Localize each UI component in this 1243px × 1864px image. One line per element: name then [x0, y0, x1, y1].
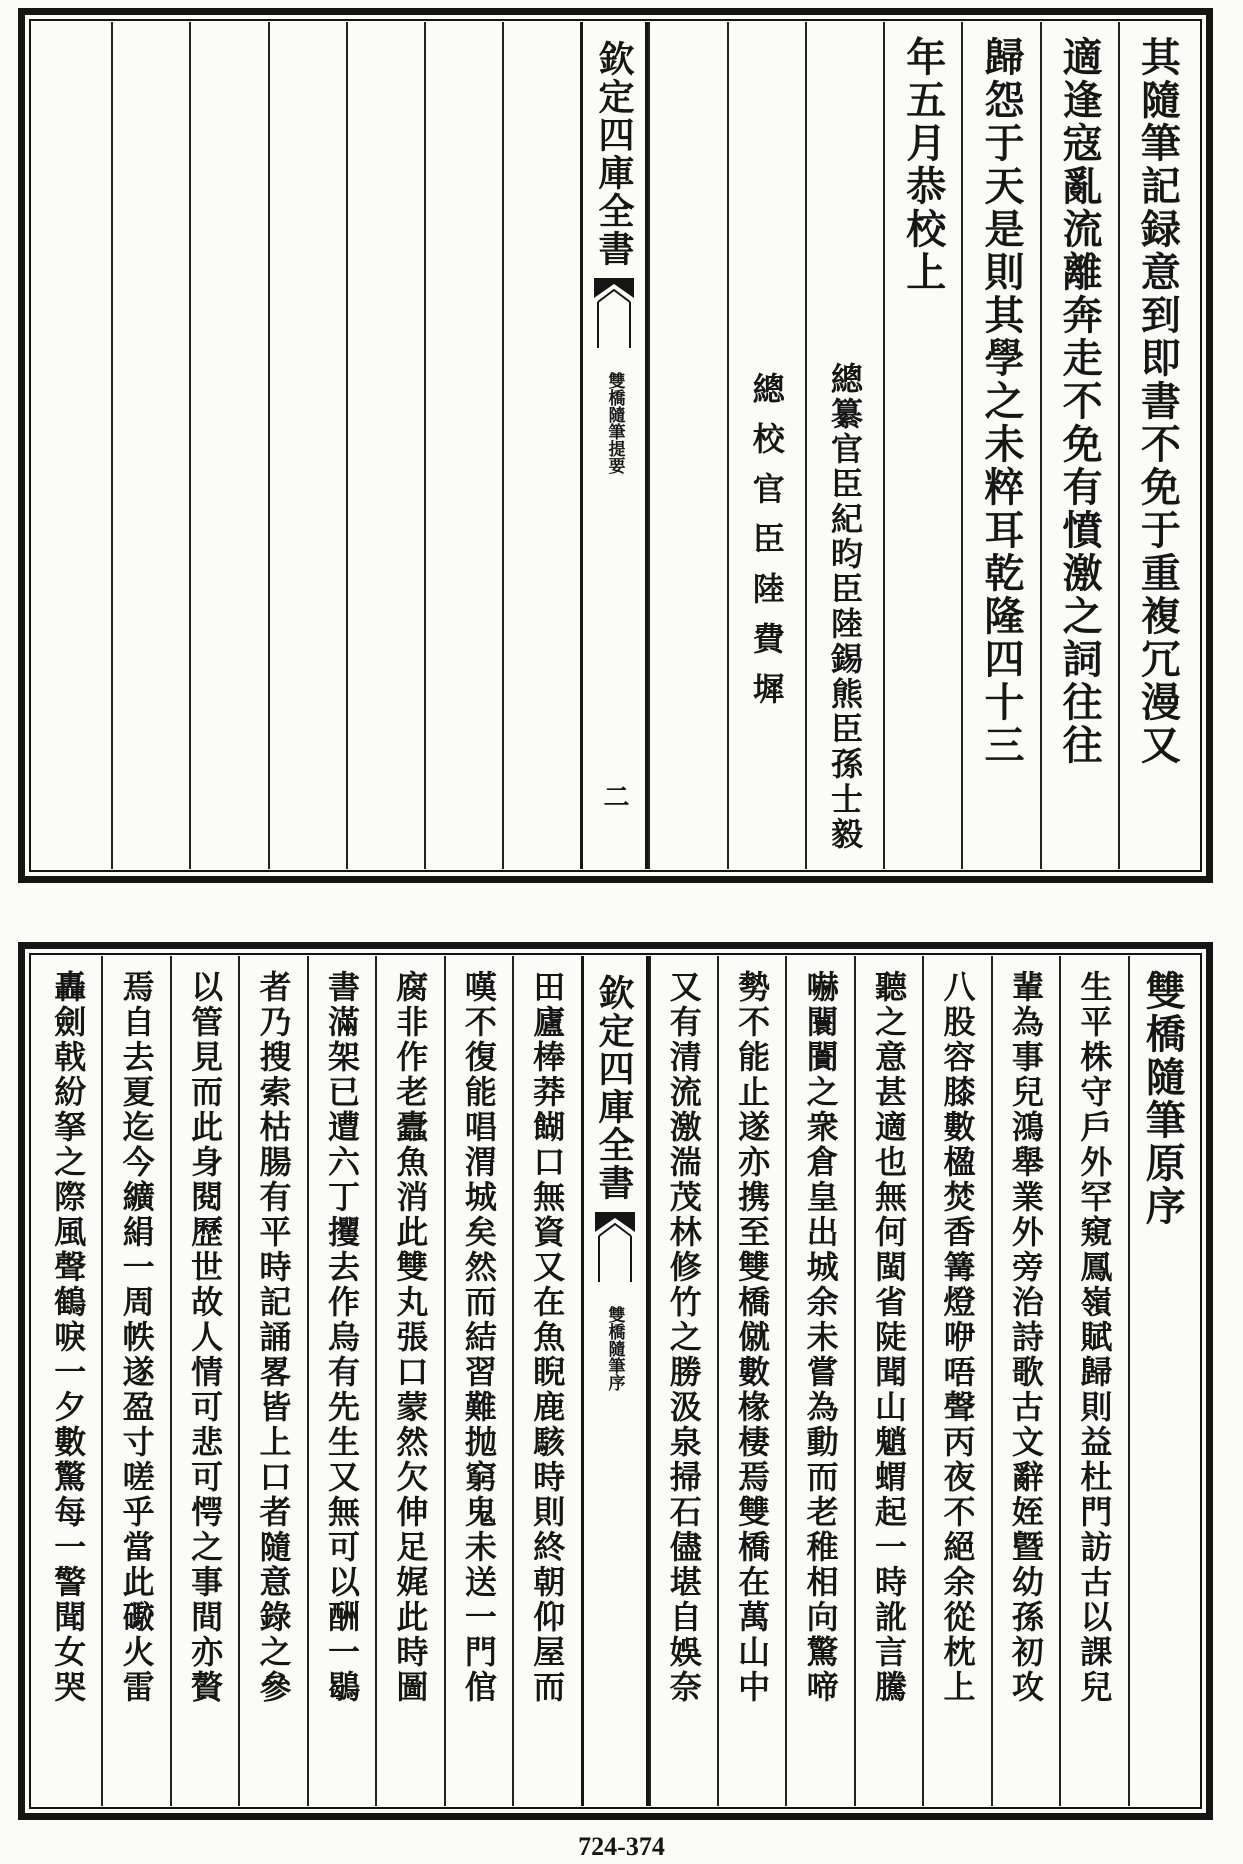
center-title: 欽定四庫全書: [592, 40, 635, 268]
page-number: 二: [598, 783, 629, 809]
top-column-1: [1118, 22, 1196, 869]
top-column-text: 適逢寇亂流離奔走不免有憤激之詞往往: [1056, 36, 1104, 767]
bottom-page: [18, 942, 1213, 1820]
bottom-column-7: [717, 956, 785, 1806]
top-column-text: 年五月恭校上: [899, 36, 947, 294]
bottom-column-9: [512, 956, 580, 1806]
bottom-column-text: 嚇闤闠之衆倉皇出城余未嘗為動而老稚相向驚啼: [801, 970, 840, 1705]
bottom-column-text: 生平株守戶外罕窺鳳嶺賦歸則益杜門訪古以課兒: [1075, 970, 1114, 1705]
bottom-column-5: [854, 956, 922, 1806]
bottom-column-16: [35, 956, 101, 1806]
bottom-column-text: 以管見而此身閱歷世故人情可悲可愕之事間亦贅: [186, 970, 225, 1705]
top-column-blank-1: [648, 22, 726, 869]
bottom-column-text: 焉自去夏迄今纊絹一周帙遂盈寸嗟乎當此礮火雷: [117, 970, 156, 1705]
bottom-column-text: 勢不能止遂亦携至雙橋僦數椽棲焉雙橋在萬山中: [733, 970, 772, 1705]
top-column-blank-3: [424, 22, 502, 869]
top-column-blank-4: [346, 22, 424, 869]
bottom-column-text: 輩為事兒鴻舉業外旁治詩歌古文辭姪曁幼孫初攻: [1006, 970, 1045, 1705]
bottom-column-text: 田廬棒莽餬口無資又在魚睨鹿駭時則終朝仰屋而: [528, 970, 567, 1705]
top-column-blank-5: [268, 22, 346, 869]
bottom-column-text: 嘆不復能唱渭城矣然而結習難抛窮鬼未送一門倌: [459, 970, 498, 1705]
top-column-blank-8: [35, 22, 111, 869]
top-column-blank-6: [189, 22, 267, 869]
bottom-column-text: 腐非作老蠹魚消此雙丸張口蒙然欠伸足娓此時圖: [391, 970, 430, 1705]
bottom-column-4: [922, 956, 990, 1806]
top-page: [18, 8, 1213, 883]
center-subtitle: 雙橋隨筆提要: [604, 372, 625, 474]
bottom-column-1: [1128, 956, 1196, 1806]
bottom-column-text: 轟劍戟紛拏之際風聲鶴唳一夕數驚每一警聞女哭: [49, 970, 88, 1705]
bottom-column-text: 聽之意甚適也無何閩省陡聞山魈蝟起一時訛言騰: [870, 970, 909, 1705]
fishtail-ornament-icon: [594, 278, 634, 348]
bottom-column-text: 八股容膝數楹焚香篝燈咿唔聲丙夜不絕余從枕上: [938, 970, 977, 1705]
bottom-center-banner: [581, 956, 649, 1806]
collator-line: 總校官臣陸費墀: [747, 372, 786, 722]
bottom-column-text: 又有清流激湍茂林修竹之勝汲泉掃石儘堪自娛奈: [664, 970, 703, 1705]
top-column-text: 歸怨于天是則其學之未粹耳乾隆四十三: [977, 36, 1025, 767]
top-column-2: [1040, 22, 1118, 869]
compilers-line: 總纂官臣紀昀臣陸錫熊臣孫士毅: [826, 362, 865, 852]
bottom-column-6: [785, 956, 853, 1806]
top-column-3: [961, 22, 1039, 869]
top-column-5: [805, 22, 883, 869]
bottom-column-text: 書滿架已遭六丁攫去作烏有先生又無可以酬一鶡: [322, 970, 361, 1705]
center-title: 欽定四庫全書: [593, 974, 635, 1202]
bottom-column-11: [375, 956, 443, 1806]
top-center-banner: [580, 22, 648, 869]
preface-title: 雙橋隨筆原序: [1139, 970, 1187, 1228]
top-column-4: [883, 22, 961, 869]
top-column-blank-7: [111, 22, 189, 869]
bottom-column-8: [649, 956, 717, 1806]
center-subtitle: 雙橋隨筆序: [604, 1306, 625, 1391]
bottom-column-text: 者乃搜索枯腸有平時記誦畧皆上口者隨意錄之參: [254, 970, 293, 1705]
bottom-column-10: [444, 956, 512, 1806]
bottom-column-13: [238, 956, 306, 1806]
top-column-blank-2: [502, 22, 580, 869]
bottom-column-3: [991, 956, 1059, 1806]
page-footer-number: 724-374: [578, 1832, 665, 1861]
bottom-column-15: [101, 956, 169, 1806]
top-column-text: 其隨筆記録意到即書不免于重複冗漫又: [1134, 36, 1182, 767]
top-column-6: [727, 22, 805, 869]
bottom-column-2: [1059, 956, 1127, 1806]
fishtail-ornament-icon: [595, 1212, 635, 1282]
bottom-column-14: [170, 956, 238, 1806]
bottom-column-12: [307, 956, 375, 1806]
